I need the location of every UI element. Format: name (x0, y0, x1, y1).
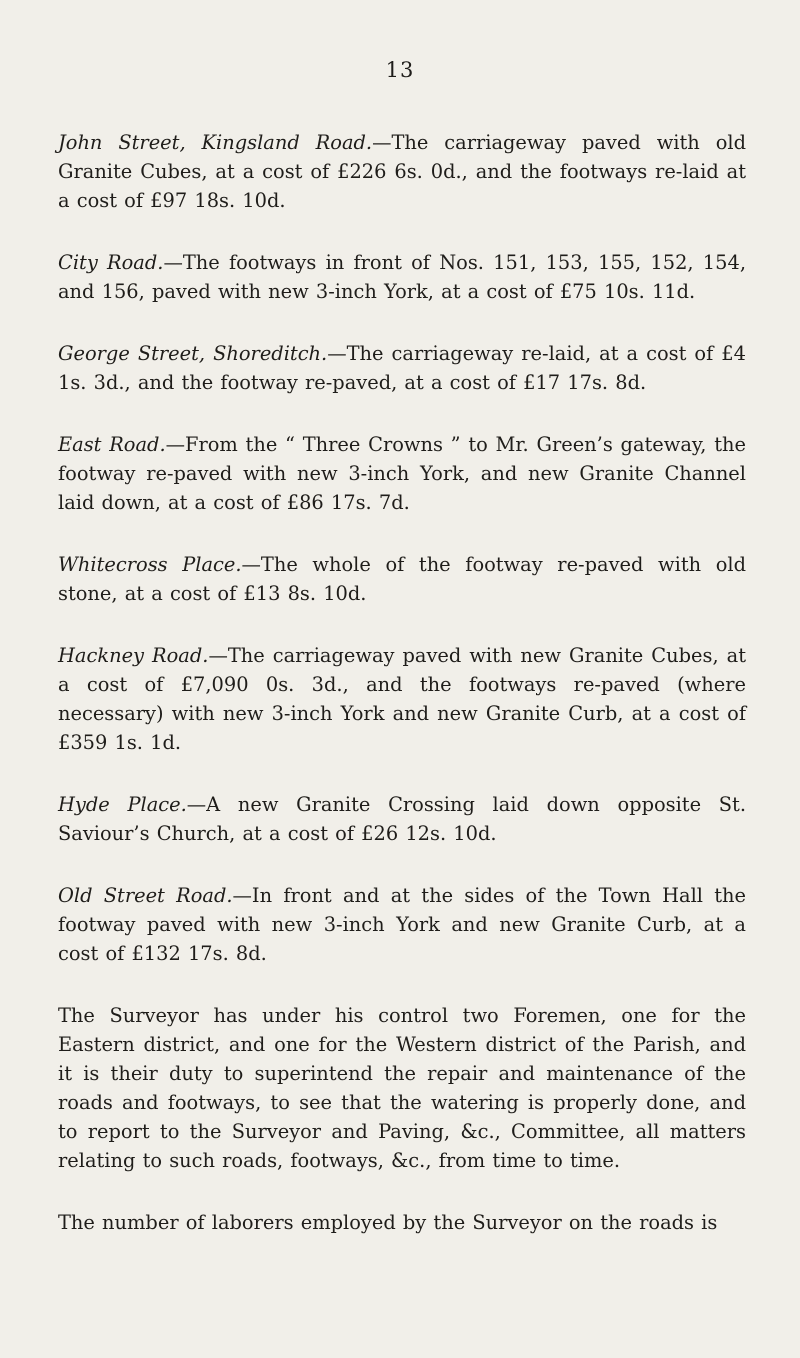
entry-heading: George Street, Shoreditch. (58, 342, 328, 365)
entry-john-street (58, 128, 746, 215)
entry-heading: Hackney Road. (58, 644, 209, 667)
entry-heading: Whitecross Place. (58, 553, 242, 576)
entry-text: —The carriageway paved with new Granite Cubes, at a cost of £7,090 0s. 3d., and the footways re-paved (where necessary) with new 3-inch York and new Granite Curb, at a cost of £359 1s. 1d. (58, 644, 746, 754)
paragraph-foremen: The Surveyor has under his control two Foremen, one for the Eastern district, and one for the Western district of the Parish, and it is their duty to superintend the repair and maintenance of the roads and footways, to see that the watering is properly done, and to report to the Surveyor and Paving, &c., Committee, all matters relating to such roads, footways, &c., from time to time. (58, 1004, 746, 1172)
entry-hackney-road (58, 641, 746, 757)
entry-text: —The carriageway re-laid, at a cost of £4 1s. 3d., and the footway re-paved, at a cost of £17 17s. 8d. (58, 342, 746, 394)
entry-text: —In front and at the sides of the Town Hall the footway paved with new 3-inch York and new Granite Curb, at a cost of £132 17s. 8d. (58, 884, 746, 965)
entry-east-road (58, 430, 746, 517)
page-number: 13 (385, 58, 415, 82)
entry-george-street (58, 339, 746, 397)
entry-text: —The carriageway paved with old Granite Cubes, at a cost of £226 6s. 0d., and the footways re-laid at a cost of £97 18s. 10d. (58, 131, 746, 212)
entry-text: —From the “ Three Crowns ” to Mr. Green’s gateway, the footway re-paved with new 3-inch York, and new Granite Channel laid down, at a cost of £86 17s. 7d. (58, 433, 746, 514)
paragraph-laborers: The number of laborers employed by the Surveyor on the roads is (58, 1211, 718, 1234)
entry-text: —The whole of the footway re-paved with old stone, at a cost of £13 8s. 10d. (58, 553, 746, 605)
entry-heading: Old Street Road. (58, 884, 233, 907)
entry-city-road (58, 248, 746, 306)
entry-old-street-road (58, 881, 746, 968)
entry-heading: John Street, Kingsland Road. (58, 131, 373, 154)
entry-whitecross-place (58, 550, 746, 608)
entry-hyde-place (58, 790, 746, 848)
entry-heading: East Road. (58, 433, 166, 456)
page-body (58, 128, 746, 1237)
entry-text: —The footways in front of Nos. 151, 153, 155, 152, 154, and 156, paved with new 3-inch York, at a cost of £75 10s. 11d. (58, 251, 746, 303)
entry-heading: City Road. (58, 251, 164, 274)
entry-text: —A new Granite Crossing laid down opposite St. Saviour’s Church, at a cost of £26 12s. 10d. (58, 793, 747, 845)
entry-heading: Hyde Place. (58, 793, 187, 816)
